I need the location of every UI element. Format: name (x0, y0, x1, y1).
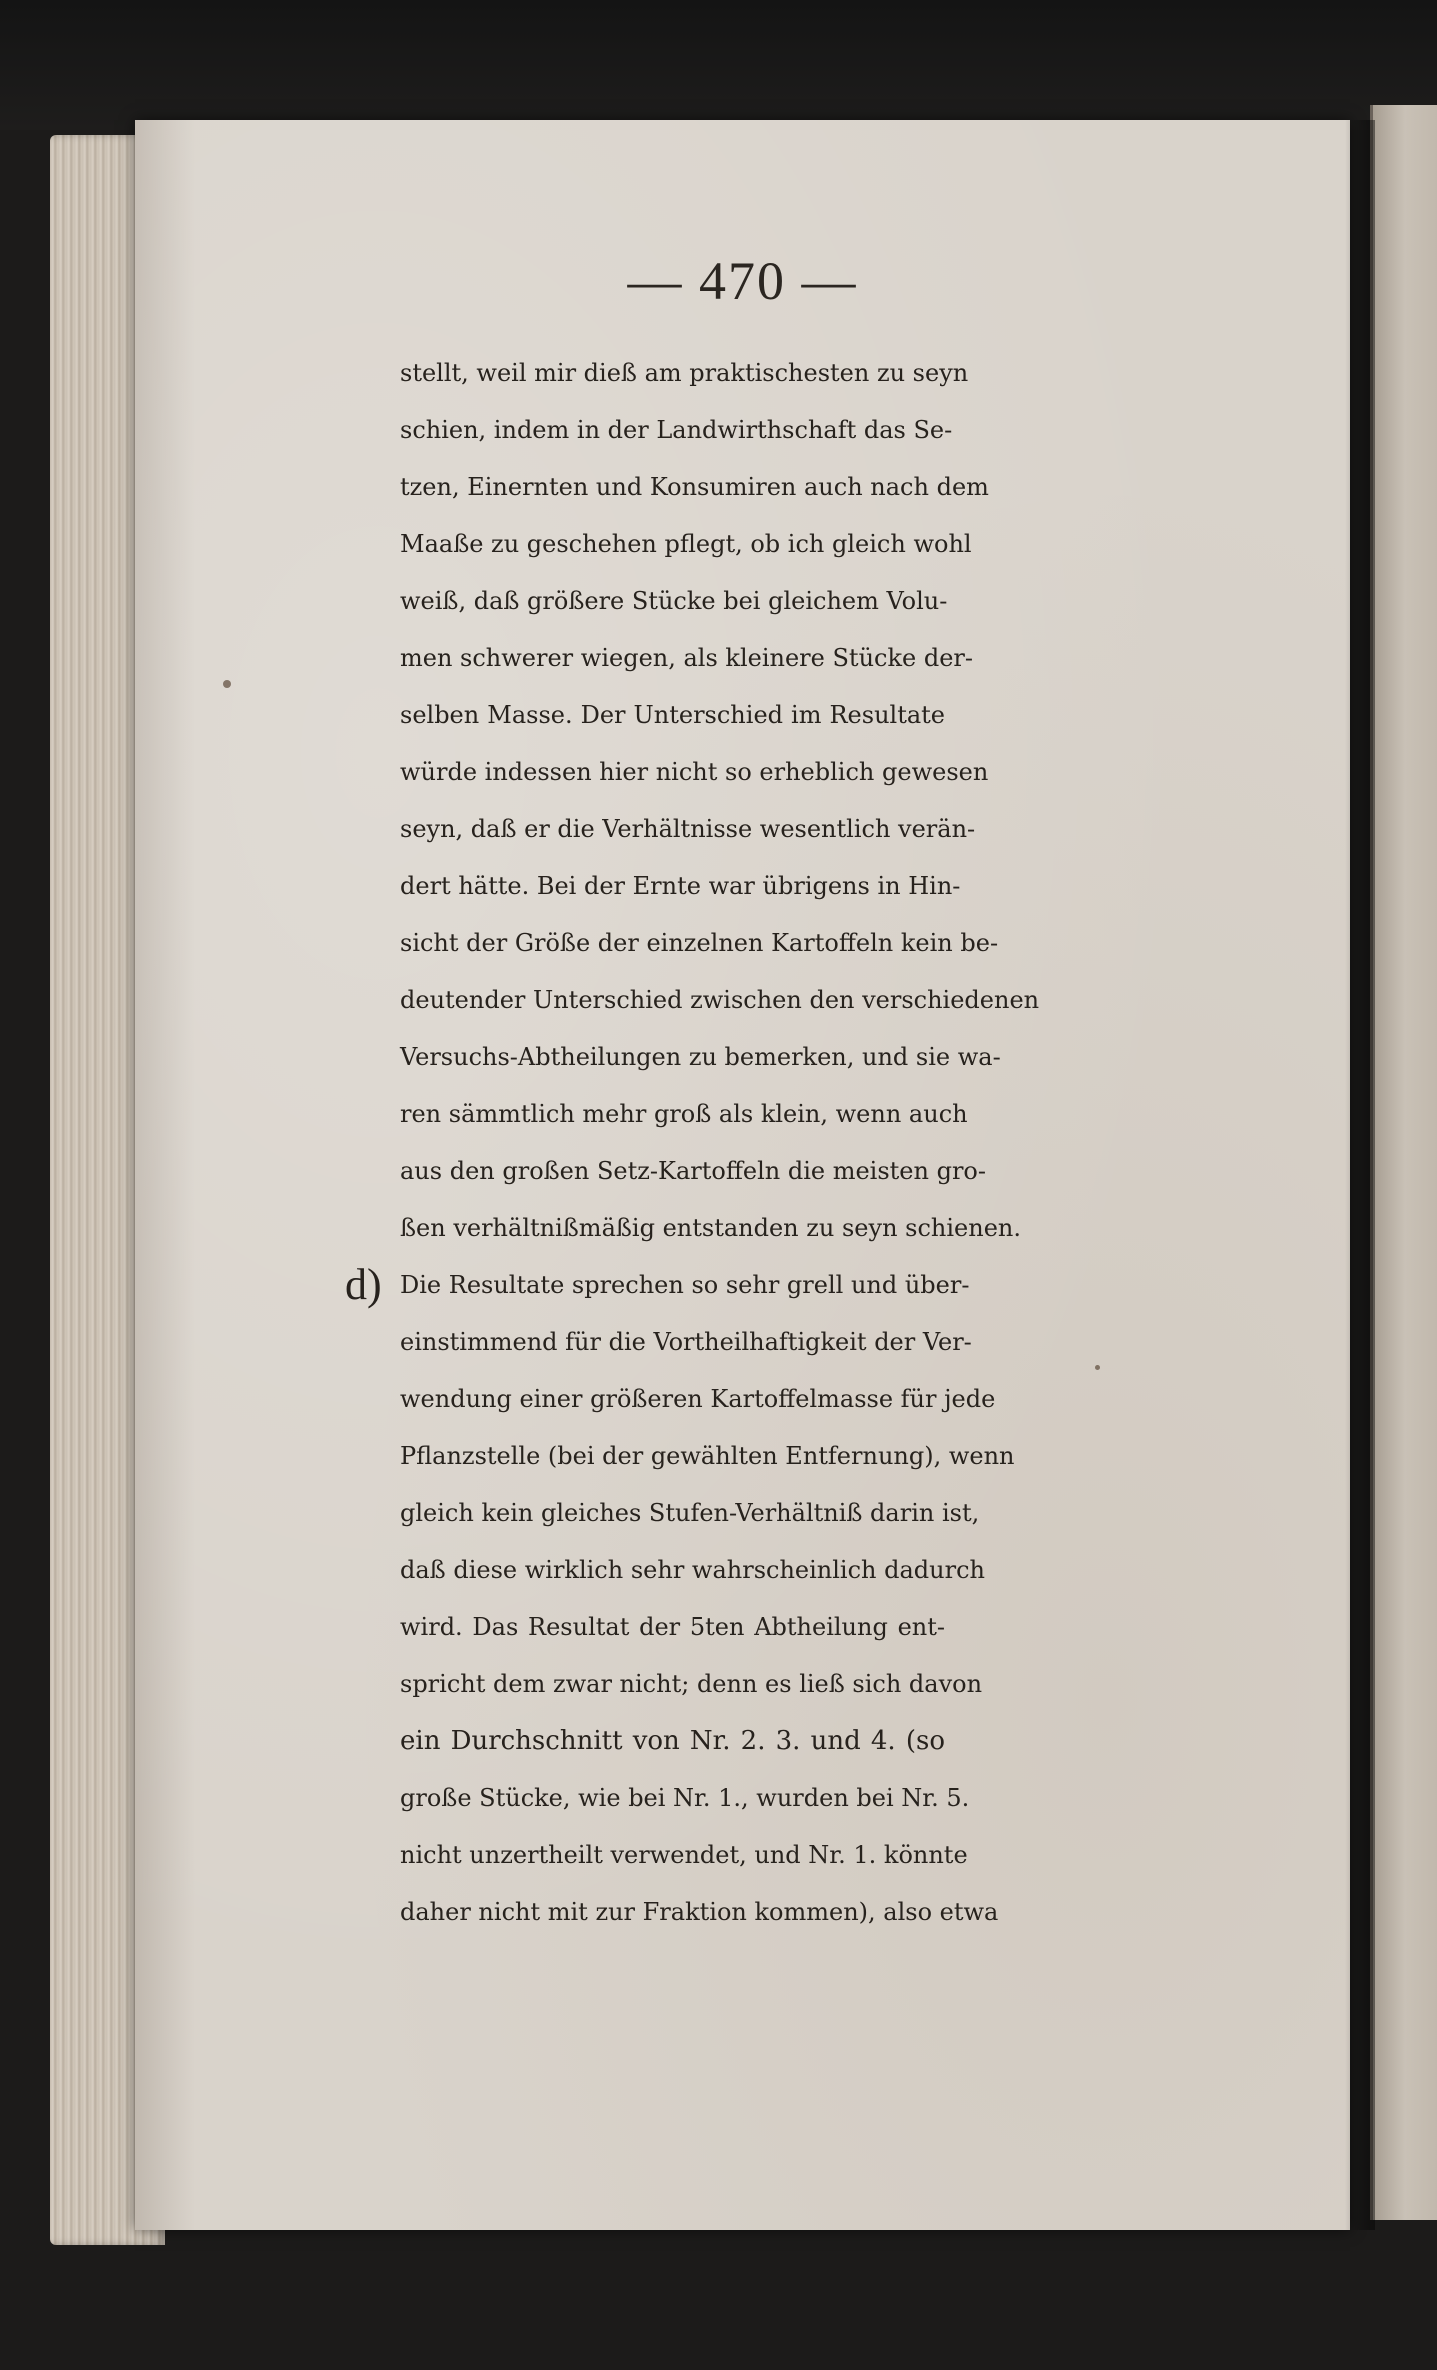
text-line: würde indessen hier nicht so erheblich gewesen (400, 758, 989, 786)
text-line: gleich kein gleiches Stufen-Verhältniß darin ist, (400, 1499, 980, 1527)
text-line: Maaße zu geschehen pflegt, ob ich gleich wohl (400, 530, 972, 558)
paper-fleck (1095, 1365, 1100, 1370)
text-line: schien, indem in der Landwirthschaft das Se- (400, 416, 953, 444)
gutter-shadow (1345, 120, 1375, 2230)
text-line: daß diese wirklich sehr wahrscheinlich dadurch (400, 1556, 985, 1584)
body-text (135, 120, 1350, 2230)
text-line: selben Masse. Der Unterschied im Resultate (400, 701, 945, 729)
text-line: spricht dem zwar nicht; denn es ließ sich davon (400, 1670, 983, 1698)
text-line: sicht der Größe der einzelnen Kartoffeln kein be- (400, 929, 999, 957)
text-line: Versuchs-Abtheilungen zu bemerken, und sie wa- (400, 1043, 1001, 1071)
text-line: nicht unzertheilt verwendet, und Nr. 1. könnte (400, 1841, 968, 1869)
text-line: wird. Das Resultat der 5ten Abtheilung ent- (400, 1613, 945, 1641)
text-line: wendung einer größeren Kartoffelmasse für jede (400, 1385, 996, 1413)
text-line: stellt, weil mir dieß am praktischesten zu seyn (400, 359, 969, 387)
paragraph-marker: d) (345, 1260, 382, 1309)
text-line: tzen, Einernten und Konsumiren auch nach dem (400, 473, 989, 501)
text-line: seyn, daß er die Verhältnisse wesentlich verän- (400, 815, 976, 843)
facing-page-edge (1370, 105, 1437, 2220)
paper-fleck (223, 680, 231, 688)
backdrop (0, 0, 1437, 130)
text-line: ren sämmtlich mehr groß als klein, wenn auch (400, 1100, 968, 1128)
text-line: dert hätte. Bei der Ernte war übrigens in Hin- (400, 872, 961, 900)
text-line: ein Durchschnitt von Nr. 2. 3. und 4. (so (400, 1726, 945, 1756)
text-line: weiß, daß größere Stücke bei gleichem Volu- (400, 587, 948, 615)
book-page (135, 120, 1350, 2230)
text-line: große Stücke, wie bei Nr. 1., wurden bei Nr. 5. (400, 1784, 970, 1812)
text-line: deutender Unterschied zwischen den verschiedenen (400, 986, 1040, 1014)
text-line: einstimmend für die Vortheilhaftigkeit der Ver- (400, 1328, 972, 1356)
text-line: aus den großen Setz-Kartoffeln die meisten gro- (400, 1157, 986, 1185)
page-number-header: — 470 — (627, 251, 858, 311)
text-line: daher nicht mit zur Fraktion kommen), also etwa (400, 1898, 999, 1926)
text-line: Pflanzstelle (bei der gewählten Entfernung), wenn (400, 1442, 1015, 1470)
text-line: men schwerer wiegen, als kleinere Stücke der- (400, 644, 973, 672)
text-line: ßen verhältnißmäßig entstanden zu seyn schienen. (400, 1214, 1021, 1242)
text-line: Die Resultate sprechen so sehr grell und über- (400, 1271, 970, 1299)
